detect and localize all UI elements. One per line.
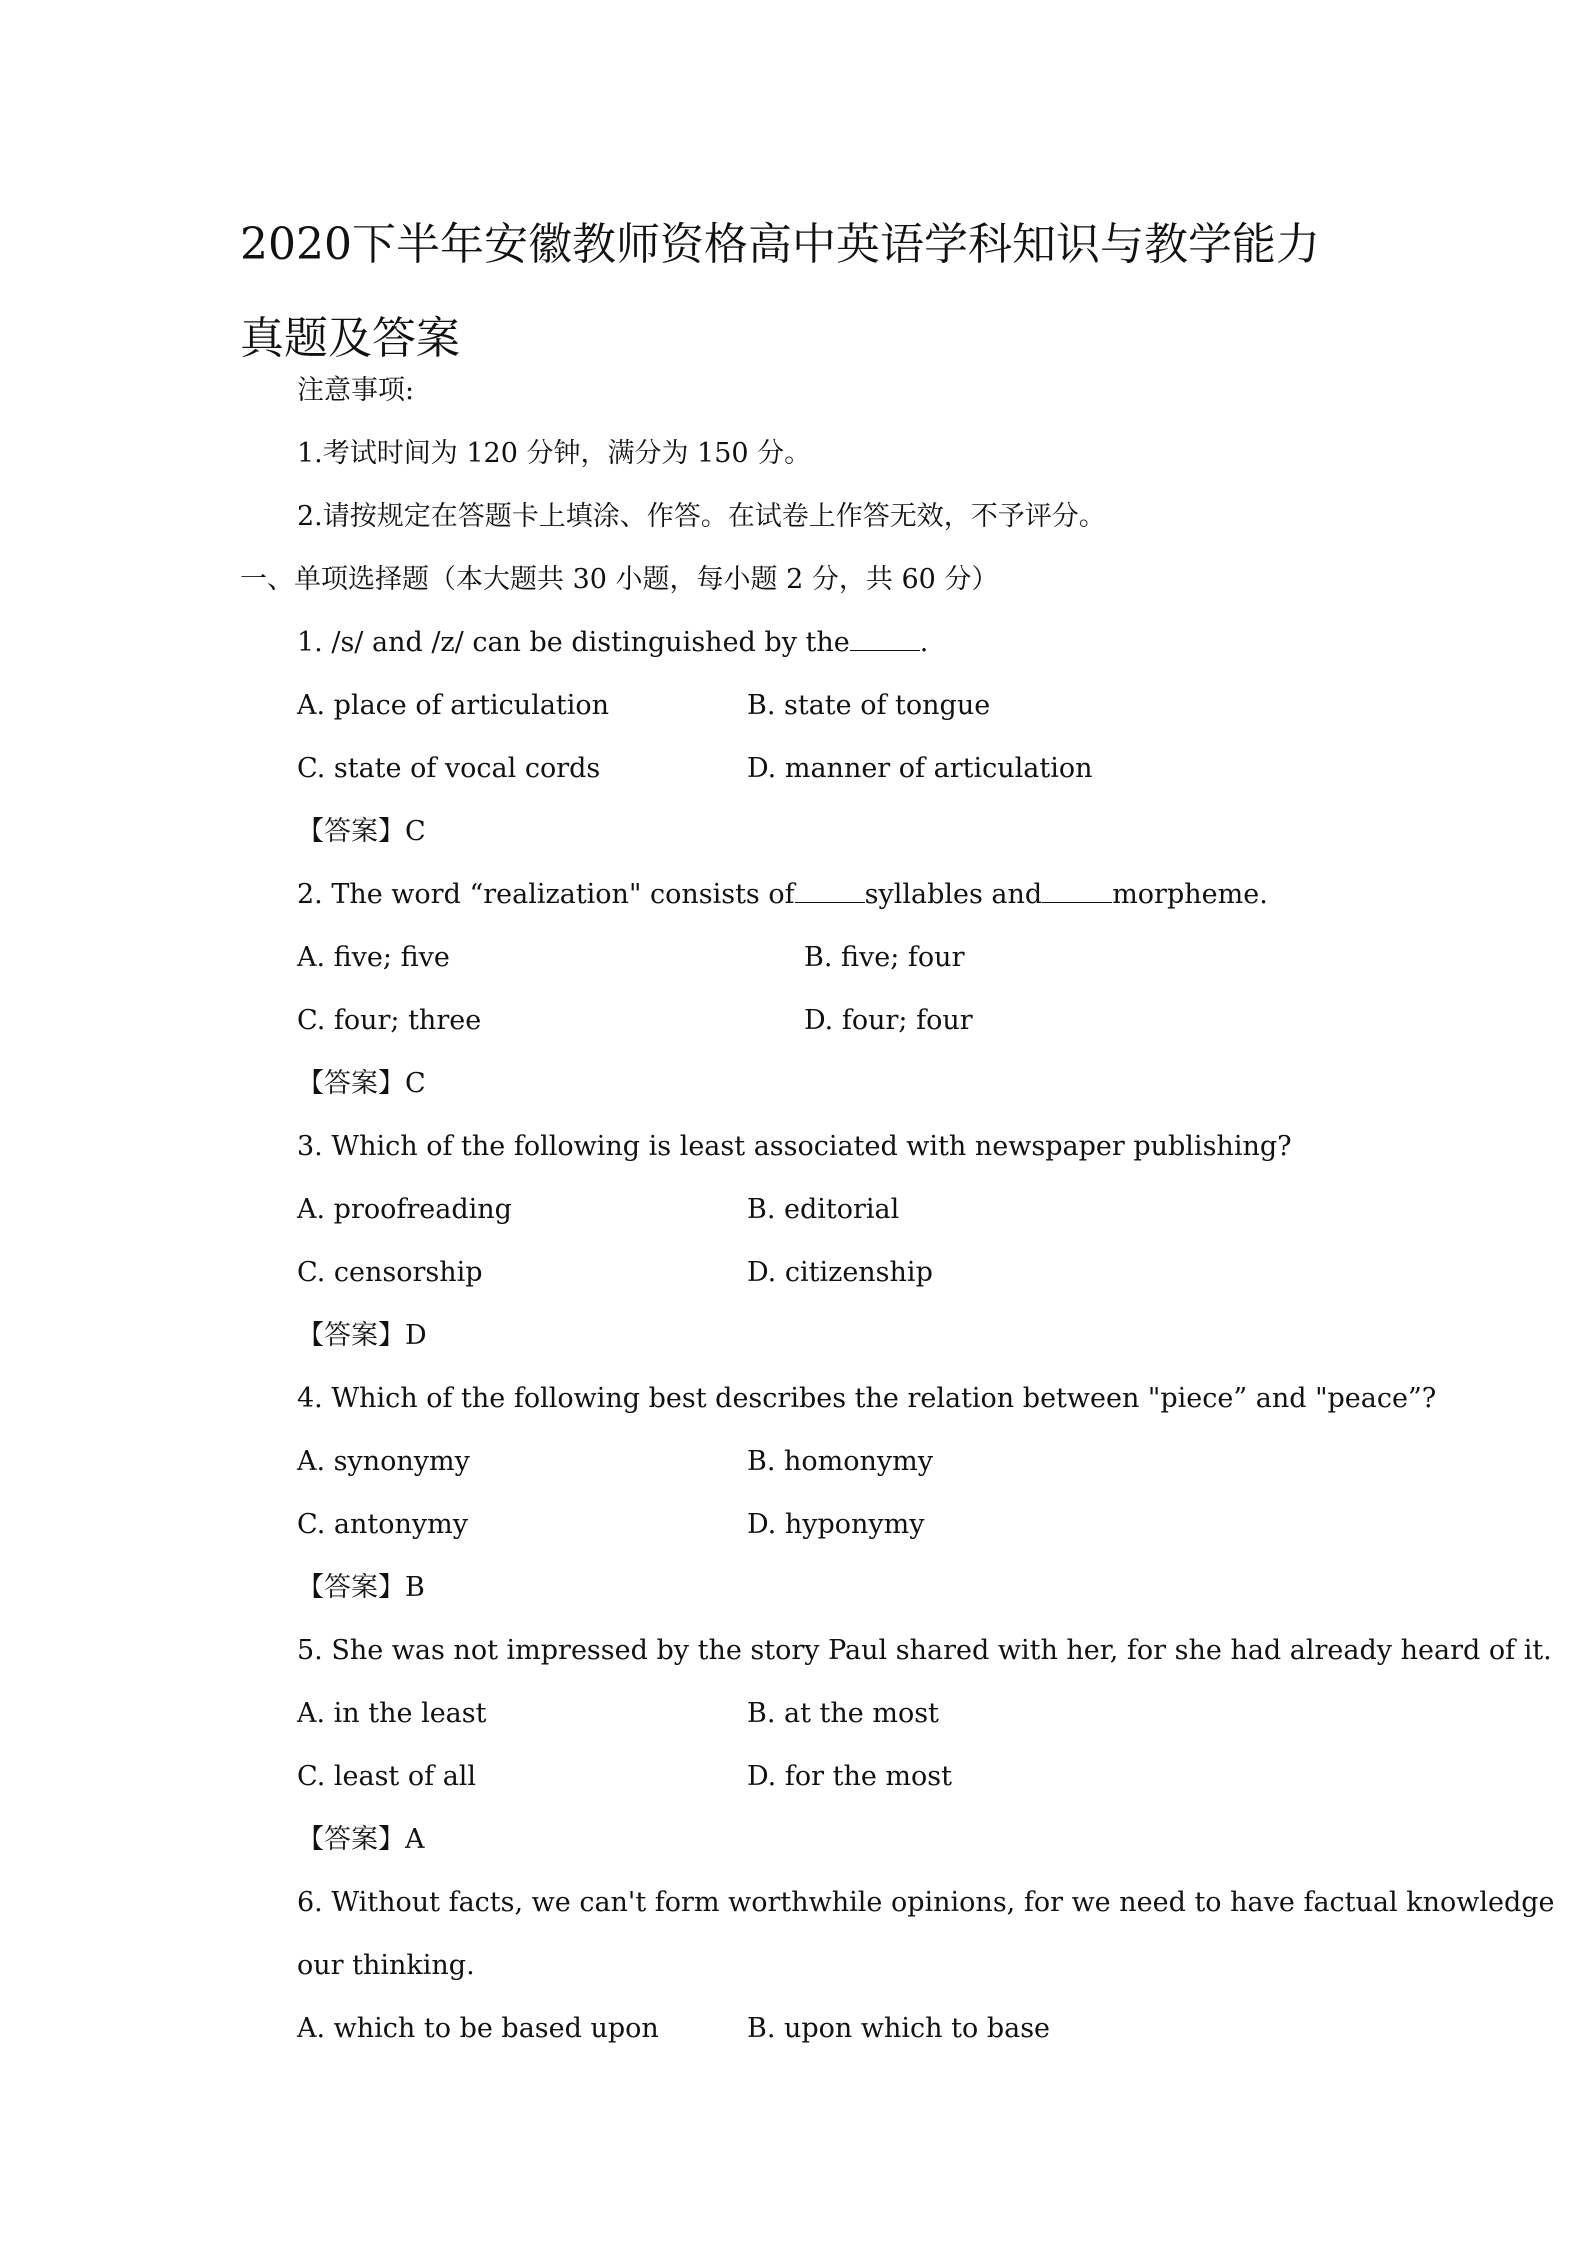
question-2-option-c: C. four; three (297, 1005, 482, 1036)
notice-item-1: 1.考试时间为 120 分钟，满分为 150 分。 (297, 438, 812, 469)
question-3-option-d: D. citizenship (747, 1257, 933, 1288)
question-3-option-a: A. proofreading (297, 1194, 512, 1225)
question-4-stem: 4. Which of the following best describes the relation between "piece” and "peace”? (297, 1383, 1437, 1414)
question-5-option-d: D. for the most (747, 1761, 952, 1792)
question-1-answer: 【答案】C (297, 816, 426, 847)
answer-blank (1042, 878, 1112, 903)
question-2-option-d: D. four; four (804, 1005, 973, 1036)
question-1-stem (297, 626, 928, 660)
question-6-option-a: A. which to be based upon (297, 2013, 659, 2044)
question-4-option-a: A. synonymy (297, 1446, 470, 1477)
question-1-stem-text: 1. /s/ and /z/ can be distinguished by the (297, 627, 850, 658)
question-5-option-a: A. in the least (297, 1698, 487, 1729)
section-heading: 一、单项选择题（本大题共 30 小题，每小题 2 分，共 60 分） (240, 564, 999, 595)
question-4-option-d: D. hyponymy (747, 1509, 925, 1540)
question-2-stem-text: 2. The word “realization" consists of (297, 879, 795, 910)
question-6-stem-continued: our thinking. (297, 1950, 475, 1981)
notice-item-2: 2.请按规定在答题卡上填涂、作答。在试卷上作答无效，不予评分。 (297, 501, 1106, 532)
notice-heading: 注意事项: (297, 375, 415, 406)
question-3-answer: 【答案】D (297, 1320, 427, 1351)
question-2-stem (297, 878, 1268, 912)
question-5-option-c: C. least of all (297, 1761, 477, 1792)
question-1-option-a: A. place of articulation (297, 690, 610, 721)
question-5-option-b: B. at the most (747, 1698, 939, 1729)
question-2-stem-end: morpheme. (1112, 879, 1268, 910)
question-3-option-b: B. editorial (747, 1194, 900, 1225)
question-4-answer: 【答案】B (297, 1572, 425, 1603)
question-1-option-c: C. state of vocal cords (297, 753, 601, 784)
question-2-option-a: A. five; five (297, 942, 450, 973)
question-2-stem-mid: syllables and (864, 879, 1043, 910)
question-2-answer: 【答案】C (297, 1068, 426, 1099)
question-5-answer: 【答案】A (297, 1824, 425, 1855)
question-6-stem: 6. Without facts, we can't form worthwhile opinions, for we need to have factual knowledge (297, 1887, 1555, 1918)
question-6-option-b: B. upon which to base (747, 2013, 1051, 2044)
question-3-stem: 3. Which of the following is least associated with newspaper publishing? (297, 1131, 1292, 1162)
question-1-option-d: D. manner of articulation (747, 753, 1093, 784)
document-title: 2020下半年安徽教师资格高中英语学科知识与教学能力真题及答案 (240, 219, 1320, 364)
question-4-option-c: C. antonymy (297, 1509, 468, 1540)
question-1-option-b: B. state of tongue (747, 690, 991, 721)
answer-blank (795, 878, 865, 903)
question-5-stem: 5. She was not impressed by the story Paul shared with her, for she had already heard of it. (297, 1635, 1552, 1666)
question-3-option-c: C. censorship (297, 1257, 483, 1288)
question-1-stem-end: . (919, 627, 929, 658)
question-2-option-b: B. five; four (804, 942, 965, 973)
question-4-option-b: B. homonymy (747, 1446, 934, 1477)
answer-blank (850, 626, 920, 651)
